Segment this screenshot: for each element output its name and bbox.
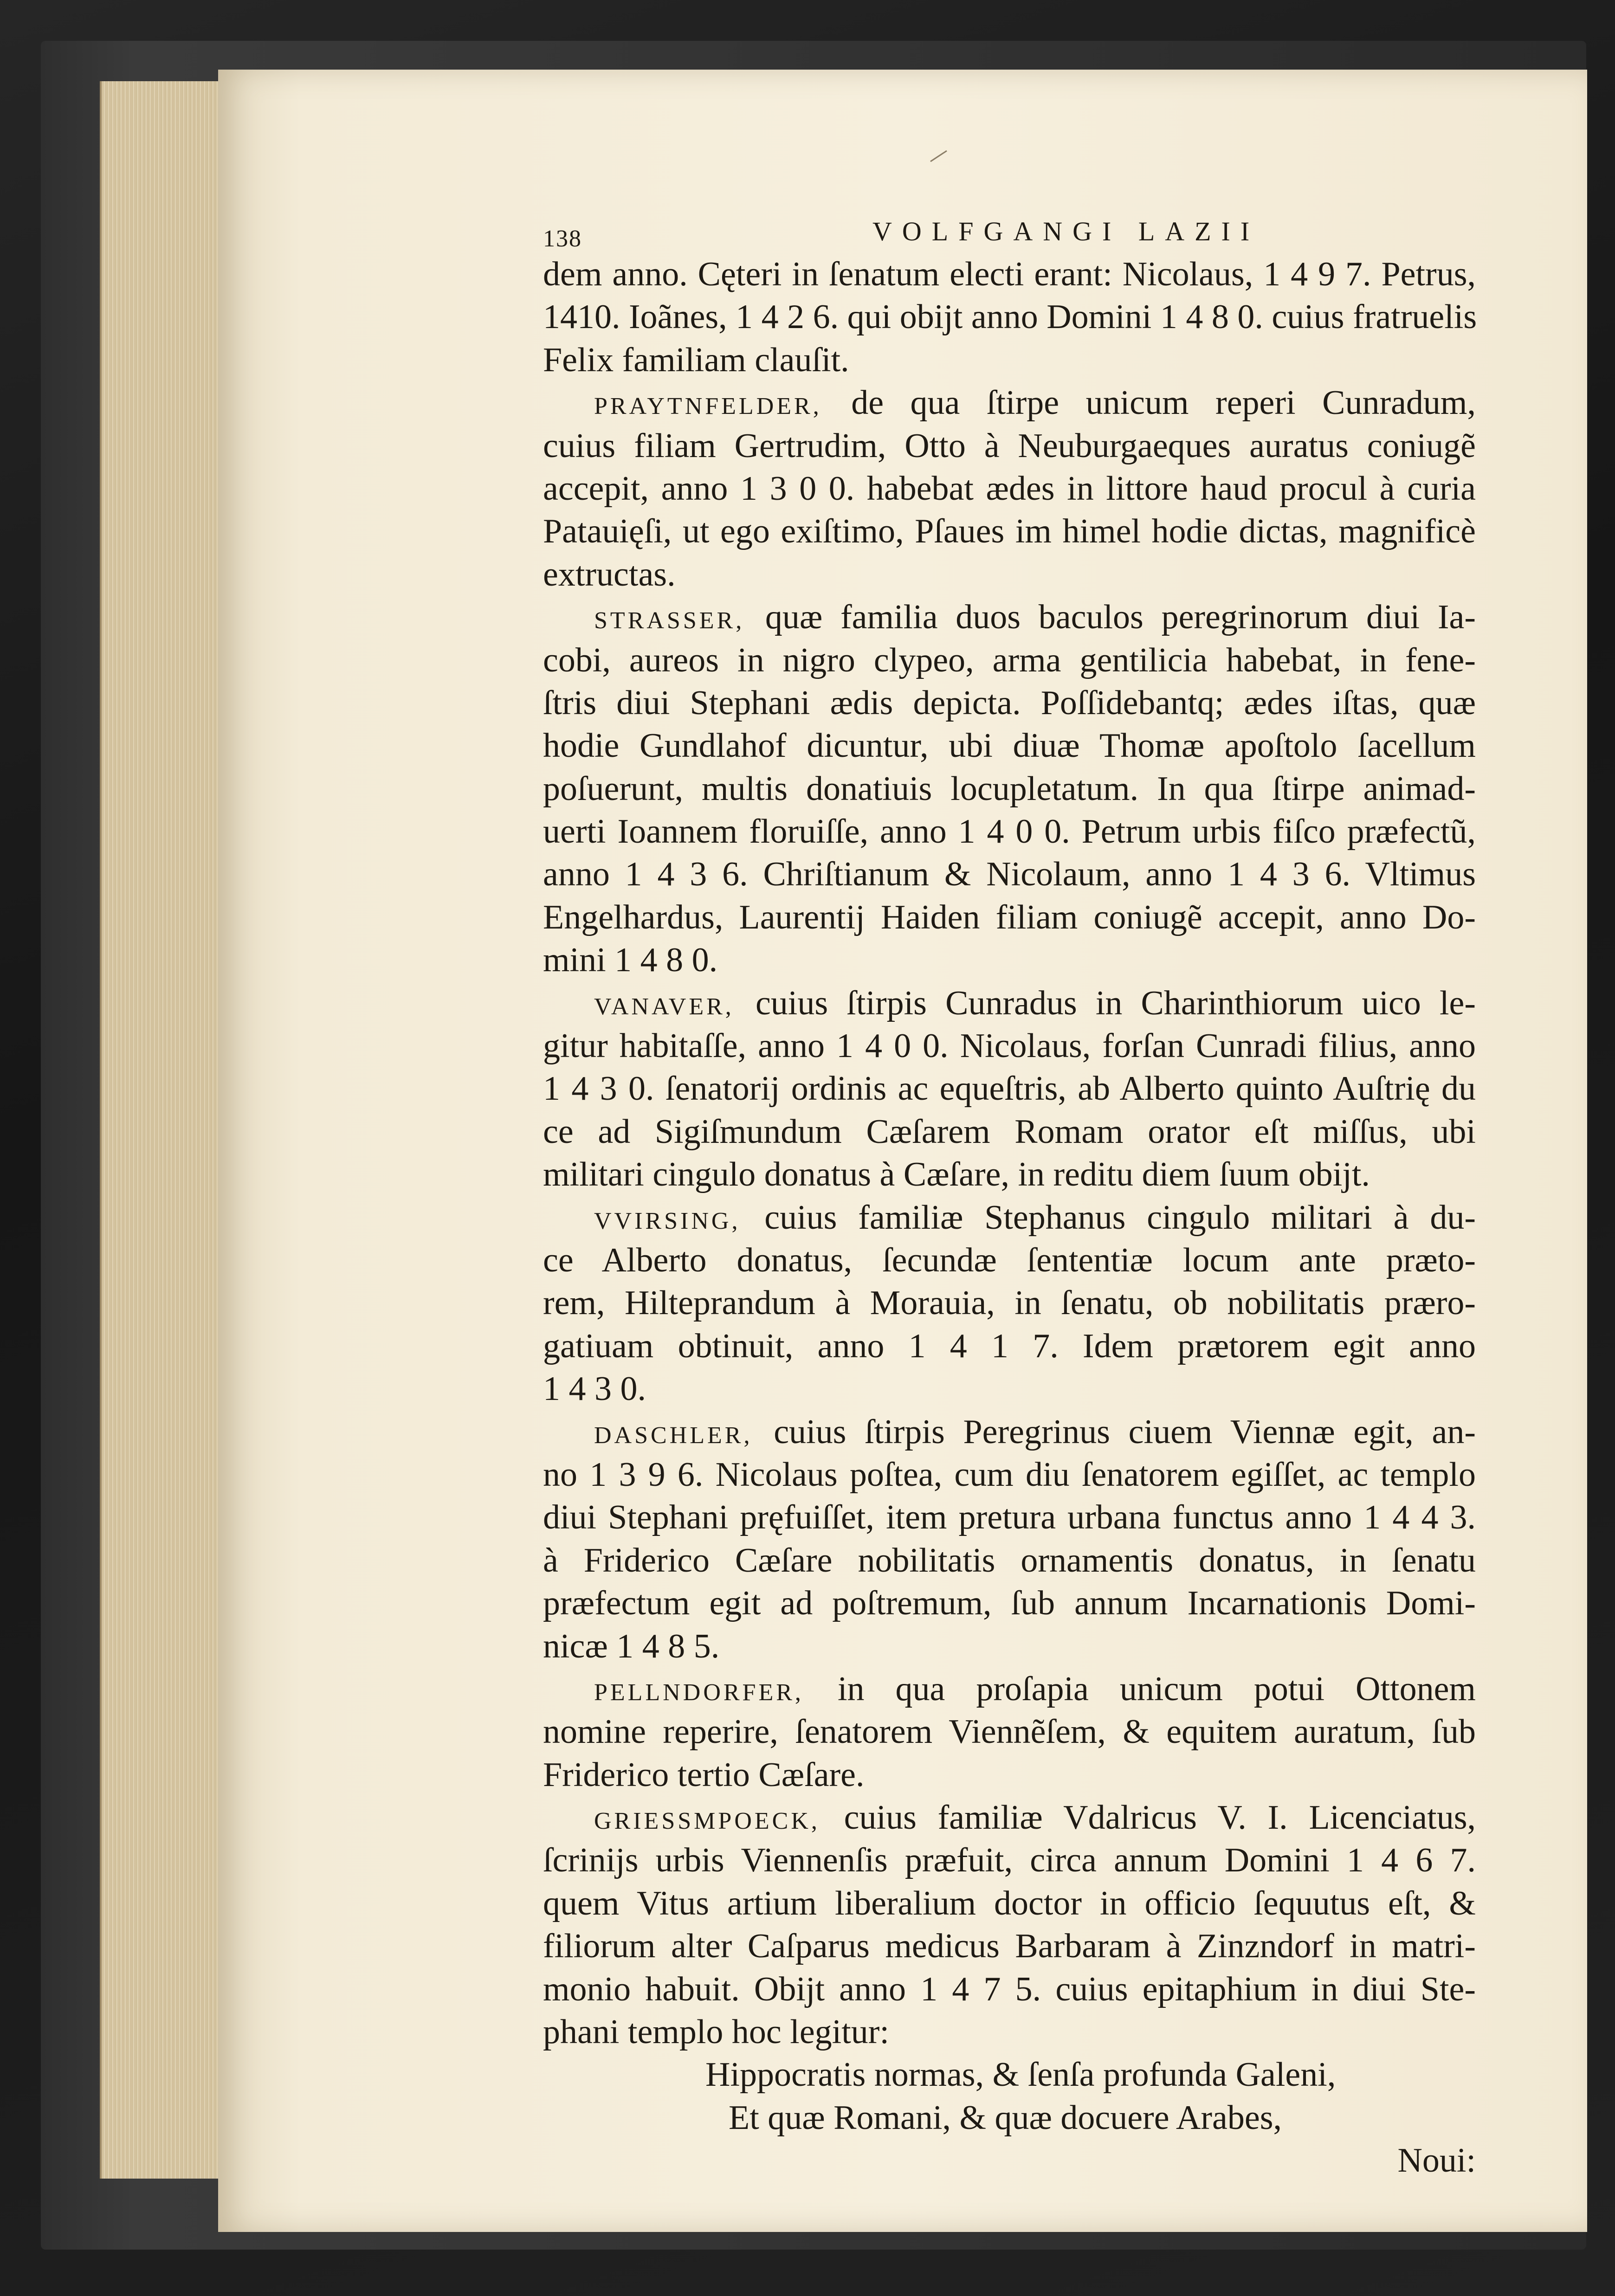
text-line: quem Vitus artium liberalium doctor in officio ſequutus eſt, & — [543, 1884, 1476, 1922]
text-line: no 1 3 9 6. Nicolaus poſtea, cum diu ſenatorem egiſſet, ac templo — [543, 1455, 1476, 1494]
page-mark-icon — [928, 148, 970, 162]
text-line: ſtris diui Stephani ædis depicta. Poſſidebantq; ædes iſtas, quæ — [543, 684, 1476, 722]
family-name: GRIESSMPOECK, — [594, 1808, 820, 1835]
family-name: PRAYTNFELDER, — [594, 393, 822, 420]
family-name: VVIRSING, — [594, 1207, 741, 1234]
text-line: GRIESSMPOECK, cuius familiæ Vdalricus V. I. Licenciatus, — [594, 1799, 1476, 1837]
text-line: filiorum alter Caſparus medicus Barbaram à Zinzndorf in matri- — [543, 1927, 1476, 1966]
text-line: VVIRSING, cuius familiæ Stephanus cingulo militari à du- — [594, 1198, 1476, 1237]
page-edges — [100, 81, 222, 2179]
running-head — [543, 211, 1476, 253]
text-line: gatiuam obtinuit, anno 1 4 1 7. Idem prætorem egit anno — [543, 1327, 1476, 1365]
catchword: Noui: — [1397, 2141, 1476, 2180]
family-name: DASCHLER, — [594, 1422, 753, 1449]
text-line: gitur habitaſſe, anno 1 4 0 0. Nicolaus, forſan Cunradi filius, anno — [543, 1027, 1476, 1065]
text-line: à Friderico Cæſare nobilitatis ornamentis donatus, in ſenatu — [543, 1541, 1476, 1580]
text-line: militari cingulo donatus à Cæſare, in reditu diem ſuum obijt. — [543, 1155, 1370, 1194]
text-line: monio habuit. Obijt anno 1 4 7 5. cuius epitaphium in diui Ste- — [543, 1970, 1476, 2008]
text-line: rem, Hilteprandum à Morauia, in ſenatu, ob nobilitatis præro- — [543, 1284, 1476, 1322]
family-name: VANAVER, — [594, 993, 734, 1020]
text-line: phani templo hoc legitur: — [543, 2013, 889, 2051]
text-line: hodie Gundlahof dicuntur, ubi diuæ Thomæ apoſtolo ſacellum — [543, 727, 1476, 765]
page-number: 138 — [543, 226, 582, 252]
family-name: PELLNDORFER, — [594, 1679, 804, 1706]
text-line: diui Stephani pręfuiſſet, item pretura urbana functus anno 1 4 4 3. — [543, 1498, 1476, 1537]
text-line: PELLNDORFER, in qua proſapia unicum potui Ottonem — [594, 1670, 1476, 1708]
verse-line: Et quæ Romani, & quæ docuere Arabes, — [729, 2098, 1282, 2137]
text-line: 1410. Ioãnes, 1 4 2 6. qui obijt anno Domini 1 4 8 0. cuius fratruelis — [543, 298, 1477, 336]
text-line: DASCHLER, cuius ſtirpis Peregrinus ciuem Viennæ egit, an- — [594, 1412, 1476, 1451]
text-line: Felix familiam clauſit. — [543, 341, 849, 379]
text-line: accepit, anno 1 3 0 0. habebat ædes in littore haud procul à curia — [543, 469, 1476, 508]
text-block — [543, 211, 1476, 2182]
text-line: nicæ 1 4 8 5. — [543, 1627, 720, 1665]
text-line: extructas. — [543, 555, 676, 593]
text-line: uerti Ioannem floruiſſe, anno 1 4 0 0. Petrum urbis fiſco præfectũ, — [543, 813, 1476, 851]
text-line: ce Alberto donatus, ſecundæ ſententiæ locum ante præto- — [543, 1241, 1476, 1279]
text-line: Patauięſi, ut ego exiſtimo, Pſaues im himel hodie dictas, magnificè — [543, 512, 1476, 551]
text-line: ce ad Sigiſmundum Cæſarem Romam orator eſt miſſus, ubi — [543, 1112, 1476, 1151]
text-line: poſuerunt, multis donatiuis locupletatum. In qua ſtirpe animad- — [543, 769, 1476, 808]
text-line: cuius filiam Gertrudim, Otto à Neuburgaeques auratus coniugẽ — [543, 426, 1476, 465]
text-line: 1 4 3 0. — [543, 1370, 646, 1408]
text-line: 1 4 3 0. ſenatorij ordinis ac equeſtris, ab Alberto quinto Auſtrię du — [543, 1070, 1476, 1108]
text-line: mini 1 4 8 0. — [543, 941, 718, 980]
text-line: dem anno. Cęteri in ſenatum electi erant: Nicolaus, 1 4 9 7. Petrus, — [543, 255, 1476, 293]
text-line: anno 1 4 3 6. Chriſtianum & Nicolaum, anno 1 4 3 6. Vltimus — [543, 855, 1476, 894]
text-line: Engelhardus, Laurentij Haiden filiam coniugẽ accepit, anno Do- — [543, 898, 1476, 936]
text-line: præfectum egit ad poſtremum, ſub annum Incarnationis Domi- — [543, 1584, 1476, 1623]
family-name: STRASSER, — [594, 607, 745, 634]
text-line: PRAYTNFELDER, de qua ſtirpe unicum reperi Cunradum, — [594, 384, 1476, 422]
text-line: ſcrinijs urbis Viennenſis præfuit, circa annum Domini 1 4 6 7. — [543, 1841, 1476, 1880]
verse-line: Hippocratis normas, & ſenſa profunda Galeni, — [705, 2056, 1336, 2094]
running-title: VOLFGANGI LAZII — [872, 216, 1260, 246]
text-line: STRASSER, quæ familia duos baculos peregrinorum diui Ia- — [594, 598, 1476, 637]
text-line: nomine reperire, ſenatorem Viennẽſem, & equitem auratum, ſub — [543, 1713, 1476, 1751]
text-line: cobi, aureos in nigro clypeo, arma gentilicia habebat, in fene- — [543, 641, 1476, 679]
text-line: VANAVER, cuius ſtirpis Cunradus in Charinthiorum uico le- — [594, 984, 1476, 1022]
text-line: Friderico tertio Cæſare. — [543, 1755, 865, 1794]
